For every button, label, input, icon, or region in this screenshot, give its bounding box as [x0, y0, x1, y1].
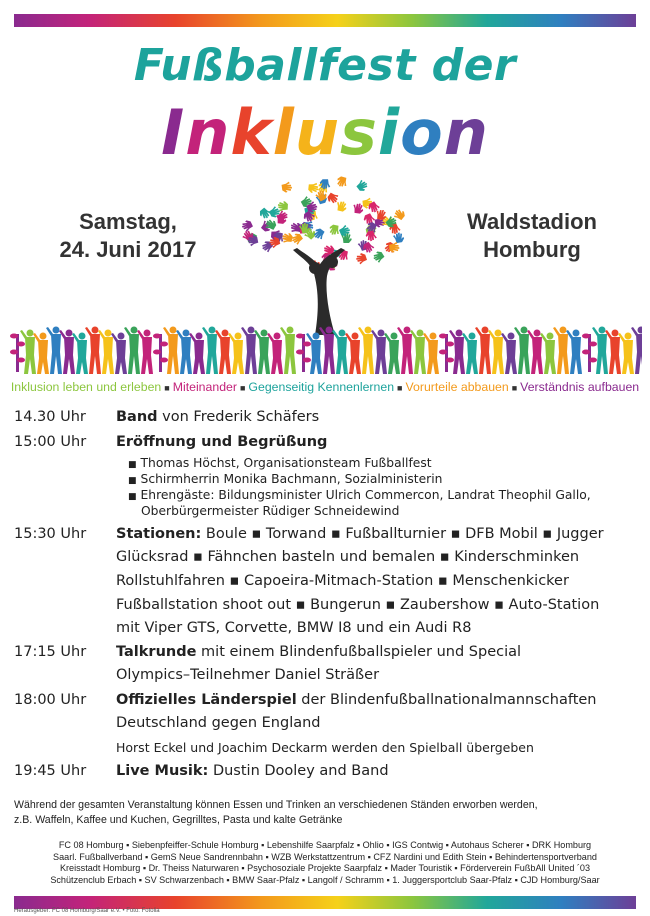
- sponsor-line: Saarl. Fußballverband ▪ GemS Neue Sandrennbahn ▪ WZB Werkstattzentrum ▪ CFZ Nardini und Edith Stein ▪ Behindertensportverband: [53, 851, 597, 862]
- person-figure: [605, 330, 621, 375]
- slogan-separator: ■: [511, 383, 518, 393]
- slogan: Verständnis aufbauen: [520, 380, 640, 394]
- person-figure: [488, 330, 504, 375]
- sponsor-line: FC 08 Homburg ▪ Siebenpfeiffer-Schule Homburg ▪ Lebenshilfe Saarpfalz ▪ Ohlio ▪ IGS Contwig ▪ Autohaus Scherer ▪ DRK Homburg: [58, 840, 592, 850]
- plant-decoration: [153, 334, 168, 373]
- person-figure: [410, 330, 426, 375]
- hand-leaf: [335, 200, 347, 212]
- person-figure: [462, 333, 478, 375]
- stations-text: Rollstuhlfahren ▪ Capoeira-Mitmach-Station ▪ Menschenkicker: [116, 573, 569, 589]
- person-figure: [241, 327, 257, 375]
- event-venue: [432, 208, 632, 264]
- plant-decoration: [10, 334, 25, 373]
- person-figure: [306, 333, 322, 375]
- person-figure: [358, 327, 374, 375]
- person-figure: [254, 330, 270, 375]
- hand-leaf: [355, 252, 368, 265]
- tree-canopy-hands: [240, 176, 406, 273]
- description: Live Musik: Dustin Dooley and Band: [116, 763, 389, 779]
- slogan-separator: ■: [397, 383, 403, 393]
- person-figure: [618, 333, 634, 375]
- date-day: 24. Juni 2017: [59, 237, 197, 262]
- description: Offizielles Länderspiel der Blindenfußballnationalmannschaften: [116, 692, 597, 708]
- person-figure: [319, 327, 335, 375]
- hand-leaf: [308, 182, 319, 193]
- title-letter: l: [272, 96, 295, 169]
- person-figure: [540, 333, 556, 375]
- title-line-2: [0, 96, 650, 169]
- person-figure: [449, 330, 465, 375]
- description: Band von Frederik Schäfers: [116, 409, 320, 425]
- hand-leaf: [281, 181, 292, 193]
- description: Stationen: Boule ▪ Torwand ▪ Fußballturnier ▪ DFB Mobil ▪ Jugger: [116, 526, 604, 542]
- person-figure: [475, 327, 491, 375]
- stations-text: Fußballstation shoot out ▪ Bungerun ▪ Zaubershow ▪ Auto-Station: [116, 597, 600, 613]
- hand-leaf: [392, 207, 406, 221]
- hand-leaf: [372, 250, 386, 264]
- person-figure: [267, 333, 283, 375]
- hand-leaf: [336, 176, 349, 188]
- food-info-line-2: z.B. Waffeln, Kaffee und Kuchen, Gegrilltes, Pasta und kalte Getränke: [14, 814, 343, 826]
- person-figure: [163, 327, 179, 375]
- sponsor-list: [0, 840, 650, 886]
- food-info-line-1: Während der gesamten Veranstaltung können Essen und Trinken an verschiedenen Ständen erworben werden,: [14, 799, 538, 811]
- title-line-1: Fußballfest der: [133, 40, 517, 91]
- person-figure: [332, 330, 348, 375]
- slogan: Gegenseitig Kennenlernen: [248, 380, 395, 394]
- sponsor-line: Schützenclub Erbach ▪ SV Schwarzenbach ▪ BMW Saar-Pfalz ▪ Langolf / Schramm ▪ 1. Juggersportclub Saar-Pfalz ▪ CJD Homburg/Saar: [50, 874, 600, 885]
- person-figure: [384, 333, 400, 375]
- person-figure: [72, 333, 88, 375]
- slogan: Vorurteile abbauen: [405, 380, 509, 394]
- person-figure: [566, 330, 582, 375]
- person-figure: [553, 327, 569, 375]
- person-figure: [98, 330, 114, 375]
- match-note: Horst Eckel und Joachim Deckarm werden den Spielball übergeben: [116, 740, 534, 755]
- person-figure: [501, 333, 517, 375]
- slogan-line: [0, 380, 650, 394]
- person-figure: [527, 330, 543, 375]
- title-letter: n: [185, 96, 231, 169]
- tree-figure-head-left: [309, 262, 321, 274]
- description: Eröffnung und Begrüßung: [116, 434, 328, 450]
- people-border-illustration: [8, 320, 642, 375]
- time: 15:30 Uhr: [14, 526, 87, 542]
- title-letter: u: [294, 96, 340, 169]
- stations-text: Glücksrad ▪ Fähnchen basteln und bemalen ▪ Kinderschminken: [116, 549, 580, 565]
- speaker-item-3-cont: Oberbürgermeister Rüdiger Schneidewind: [141, 504, 400, 518]
- hand-leaf: [290, 232, 304, 246]
- title-letter: s: [339, 96, 378, 169]
- slogan: Miteinander: [172, 380, 237, 394]
- time: 14.30 Uhr: [14, 409, 86, 425]
- title-letter: n: [443, 96, 489, 169]
- person-figure: [137, 330, 153, 375]
- person-figure: [514, 327, 530, 375]
- speaker-item-2: ■ Schirmherrin Monika Bachmann, Sozialministerin: [128, 472, 443, 486]
- person-figure: [46, 327, 62, 375]
- hand-leaf: [328, 224, 340, 236]
- person-figure: [215, 330, 231, 375]
- hand-leaf: [240, 219, 253, 233]
- person-figure: [592, 327, 608, 375]
- person-figure: [189, 333, 205, 375]
- tree-figure-head-right: [326, 256, 338, 268]
- person-figure: [33, 333, 49, 375]
- person-figure: [371, 330, 387, 375]
- hand-leaf: [352, 203, 364, 214]
- top-rainbow-bar: [14, 14, 636, 27]
- date-weekday: Samstag,: [79, 209, 177, 234]
- person-figure: [85, 327, 101, 375]
- slogan-separator: ■: [164, 383, 170, 393]
- person-figure: [124, 327, 140, 375]
- venue-city: Homburg: [483, 237, 581, 262]
- person-figure: [20, 330, 36, 375]
- speaker-item-3: ■ Ehrengäste: Bildungsminister Ulrich Commercon, Landrat Theophil Gallo,: [128, 488, 591, 502]
- plant-decoration: [582, 334, 597, 373]
- person-figure: [228, 333, 244, 375]
- slogan-separator: ■: [239, 383, 246, 393]
- person-figure: [397, 327, 413, 375]
- time: 15:00 Uhr: [14, 434, 87, 450]
- title-letter: k: [230, 96, 273, 169]
- stations-text: Boule ▪ Torwand ▪ Fußballturnier ▪ DFB Mobil ▪ Jugger: [205, 526, 604, 542]
- hand-leaf: [355, 179, 369, 193]
- person-figure: [59, 330, 75, 375]
- time: 17:15 Uhr: [14, 644, 87, 660]
- person-figure: [345, 333, 361, 375]
- publisher-note: Herausgeber: FC 08 Homburg/Saar e.V. • Foto: Fotolia: [14, 908, 160, 914]
- person-figure: [423, 333, 439, 375]
- person-figure: [202, 327, 218, 375]
- description: Talkrunde mit einem Blindenfußballspieler und Special: [116, 644, 522, 660]
- title-letter: i: [377, 96, 401, 169]
- hands-tree-illustration: [235, 170, 415, 335]
- slogan: Inklusion leben und erleben: [10, 380, 162, 394]
- person-figure: [176, 330, 192, 375]
- hand-leaf: [281, 232, 293, 244]
- time: 18:00 Uhr: [14, 692, 87, 708]
- venue-name: Waldstadion: [467, 209, 597, 234]
- person-figure: [111, 333, 127, 375]
- time: 19:45 Uhr: [14, 763, 87, 779]
- title-letter: o: [400, 96, 444, 169]
- person-figure: [280, 327, 296, 375]
- plant-decoration: [296, 334, 311, 373]
- event-date: [28, 208, 228, 264]
- plant-decoration: [439, 334, 454, 373]
- sponsor-line: Kreisstadt Homburg ▪ Dr. Theiss Naturwaren ▪ Psychosoziale Projekte Saarpfalz ▪ Mader Touristik ▪ Förderverein FußbAll United ´03: [59, 863, 591, 873]
- title-letter: I: [161, 96, 186, 169]
- speaker-item-1: ■ Thomas Höchst, Organisationsteam Fußballfest: [128, 456, 432, 470]
